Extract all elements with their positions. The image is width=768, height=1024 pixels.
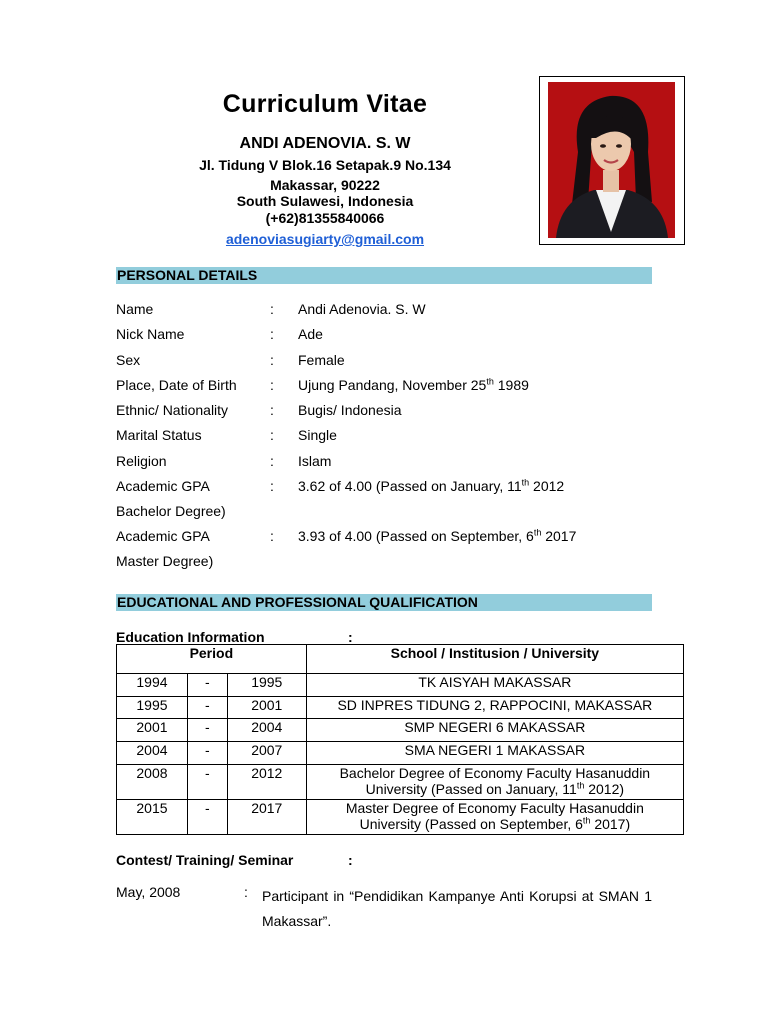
- contest-colon: :: [348, 852, 353, 868]
- phone-number: (+62)81355840066: [265, 210, 385, 226]
- school-name: [306, 800, 683, 835]
- period-from: 2001: [117, 719, 188, 742]
- field-colon: :: [270, 528, 274, 544]
- field-value: Bugis/ Indonesia: [298, 402, 402, 418]
- table-row: [117, 719, 684, 742]
- ordinal-suffix: th: [533, 527, 542, 538]
- school-name: [306, 765, 683, 800]
- field-colon: :: [270, 326, 274, 342]
- field-colon: :: [270, 453, 274, 469]
- field-label: Academic GPA: [116, 528, 210, 544]
- school-line: Master Degree of Economy Faculty Hasanuddin: [345, 800, 644, 816]
- field-label: Bachelor Degree): [116, 503, 226, 519]
- education-info-label: Education Information: [116, 629, 265, 645]
- field-colon: :: [270, 427, 274, 443]
- period-to: 2001: [227, 697, 306, 719]
- address-line-3: South Sulawesi, Indonesia: [236, 193, 414, 209]
- school-name: TK AISYAH MAKASSAR: [306, 674, 683, 697]
- table-header-row: [117, 645, 684, 674]
- field-label: Place, Date of Birth: [116, 377, 237, 393]
- period-from: 1994: [117, 674, 188, 697]
- period-from: 2008: [117, 765, 188, 800]
- period-from: 2004: [117, 742, 188, 765]
- field-colon: :: [270, 352, 274, 368]
- period-dash: -: [187, 719, 227, 742]
- value-text: 1989: [493, 377, 529, 393]
- education-info-colon: :: [348, 629, 353, 645]
- period-dash: -: [187, 765, 227, 800]
- field-label: Academic GPA: [116, 478, 210, 494]
- value-text: 2012: [529, 478, 565, 494]
- table-row: [117, 742, 684, 765]
- field-value: Female: [298, 352, 345, 368]
- school-name: SMA NEGERI 1 MAKASSAR: [306, 742, 683, 765]
- contest-description: Participant in “Pendidikan Kampanye Anti Korupsi at SMAN 1 Makassar”.: [262, 888, 652, 929]
- profile-photo: [548, 82, 675, 238]
- field-label: Sex: [116, 352, 141, 368]
- field-colon: :: [270, 478, 274, 494]
- field-label: Religion: [116, 453, 167, 469]
- period-to: 2012: [227, 765, 306, 800]
- school-line: University (Passed on January, 11: [365, 781, 577, 797]
- school-line: Bachelor Degree of Economy Faculty Hasanuddin: [339, 765, 651, 781]
- field-value: Andi Adenovia. S. W: [298, 301, 426, 317]
- education-heading: EDUCATIONAL AND PROFESSIONAL QUALIFICATION: [116, 594, 652, 611]
- field-label: Marital Status: [116, 427, 202, 443]
- period-to: 1995: [227, 674, 306, 697]
- field-value: [298, 528, 576, 544]
- field-colon: :: [270, 301, 274, 317]
- field-value: Single: [298, 427, 337, 443]
- ordinal-suffix: th: [486, 376, 494, 387]
- period-to: 2004: [227, 719, 306, 742]
- period-dash: -: [187, 697, 227, 719]
- period-dash: -: [187, 742, 227, 765]
- field-value: Ade: [298, 326, 323, 342]
- ordinal-suffix: th: [582, 815, 591, 826]
- field-label: Nick Name: [116, 326, 185, 342]
- contest-date: May, 2008: [116, 884, 181, 900]
- address-line-1: Jl. Tidung V Blok.16 Setapak.9 No.134: [199, 157, 451, 173]
- column-header-period: Period: [117, 645, 307, 674]
- email-link[interactable]: [150, 231, 500, 247]
- field-colon: :: [270, 377, 274, 393]
- school-line: 2017): [590, 816, 631, 832]
- field-label: Ethnic/ Nationality: [116, 402, 229, 418]
- field-value: [298, 377, 529, 393]
- contest-label: Contest/ Training/ Seminar: [116, 852, 294, 868]
- school-line: University (Passed on September, 6: [359, 816, 583, 832]
- applicant-name: ANDI ADENOVIA. S. W: [239, 135, 411, 152]
- table-row: [117, 697, 684, 719]
- education-table: [116, 644, 684, 835]
- period-to: 2017: [227, 800, 306, 835]
- period-dash: -: [187, 800, 227, 835]
- field-value: [298, 478, 564, 494]
- school-name: SMP NEGERI 6 MAKASSAR: [306, 719, 683, 742]
- value-text: Ujung Pandang, November 25: [298, 377, 487, 393]
- column-header-school: School / Institusion / University: [306, 645, 683, 674]
- value-text: 3.93 of 4.00 (Passed on September, 6: [298, 528, 534, 544]
- period-from: 2015: [117, 800, 188, 835]
- ordinal-suffix: th: [521, 477, 530, 488]
- table-row: [117, 674, 684, 697]
- table-row: [117, 800, 684, 835]
- school-name: SD INPRES TIDUNG 2, RAPPOCINI, MAKASSAR: [306, 697, 683, 719]
- field-label: Master Degree): [116, 553, 214, 569]
- value-text: 3.62 of 4.00 (Passed on January, 11: [298, 478, 522, 494]
- document-title: Curriculum Vitae: [222, 90, 428, 118]
- contest-item-colon: :: [244, 884, 248, 900]
- school-line: 2012): [584, 781, 625, 797]
- field-colon: :: [270, 402, 274, 418]
- table-row: [117, 765, 684, 800]
- period-dash: -: [187, 674, 227, 697]
- value-text: 2017: [541, 528, 577, 544]
- period-to: 2007: [227, 742, 306, 765]
- period-from: 1995: [117, 697, 188, 719]
- email-link-text[interactable]: adenoviasugiarty@gmail.com: [225, 231, 425, 247]
- field-label: Name: [116, 301, 154, 317]
- field-value: Islam: [298, 453, 332, 469]
- ordinal-suffix: th: [576, 780, 585, 791]
- address-line-2: Makassar, 90222: [270, 177, 380, 193]
- portrait-illustration: [548, 82, 675, 238]
- personal-details-heading: PERSONAL DETAILS: [116, 267, 652, 284]
